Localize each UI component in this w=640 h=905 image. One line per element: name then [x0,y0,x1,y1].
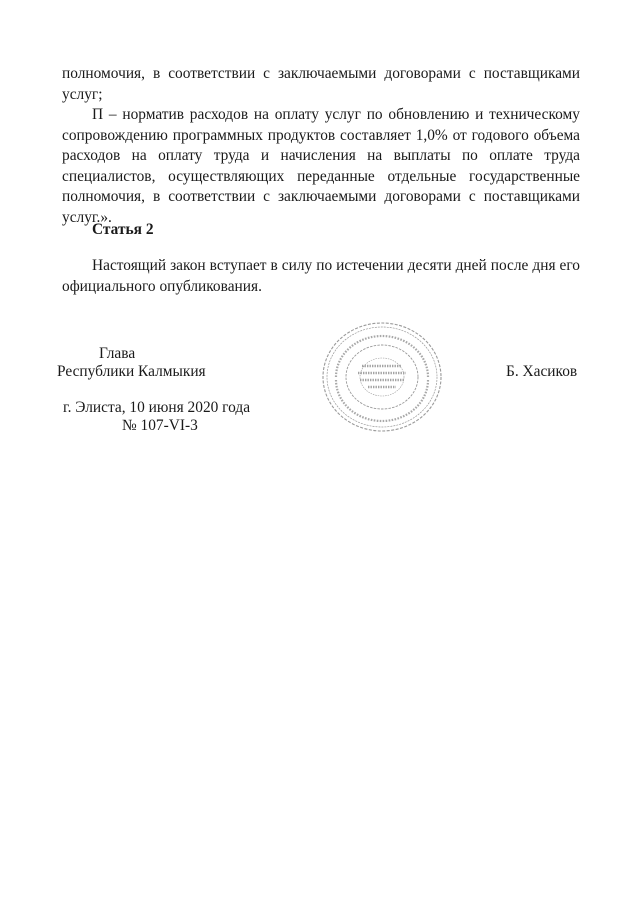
text-line: специалистов, осуществляющих переданные отдельные государственные [62,167,580,185]
text-line: сопровождению программных продуктов составляет 1,0% от годового объема [62,126,580,144]
text-line: услуг; [62,85,103,103]
law-number: № 107-VI-3 [122,417,198,434]
article-heading: Статья 2 [92,221,154,238]
official-seal-stamp [318,318,446,436]
text-line: полномочия, в соответствии с заключаемыми договорами с поставщиками [62,65,580,82]
paragraph-formula-p [62,105,580,228]
signatory-name: Б. Хасиков [506,363,578,380]
text-line: официального опубликования. [62,277,262,295]
paragraph-entry-into-force [62,256,580,297]
text-line: П – норматив расходов на оплату услуг по обновлению и техническому [92,106,580,123]
text-line: расходов на оплату труда и начисления на выплаты по оплате труда [62,147,580,164]
paragraph-continuation [62,64,580,105]
signatory-title-line1: Глава [99,345,136,362]
signatory-title-line2: Республики Калмыкия [57,363,206,380]
text-line: услуг.». [62,208,112,226]
place-and-date: г. Элиста, 10 июня 2020 года [63,399,251,416]
text-line: полномочия, в соответствии с заключаемыми договорами с поставщиками [62,188,580,205]
text-line: Настоящий закон вступает в силу по истечении десяти дней после дня его [92,257,580,274]
